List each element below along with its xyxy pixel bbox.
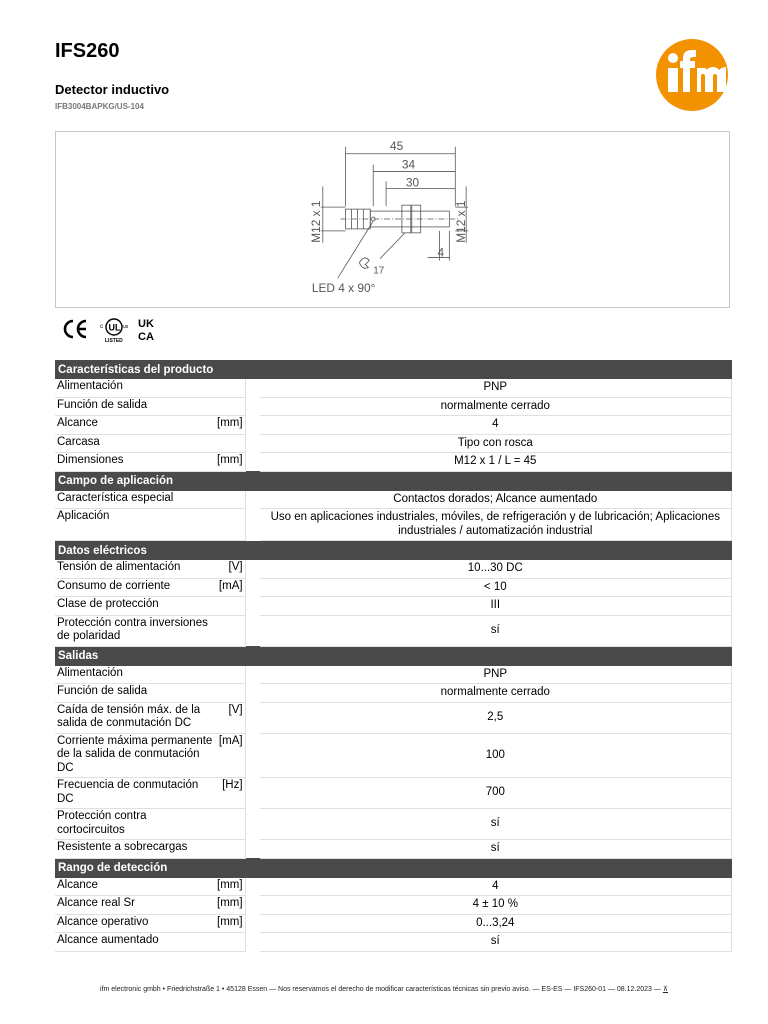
translate-icon: ⊼ bbox=[662, 986, 668, 993]
spec-value: Uso en aplicaciones industriales, móviles, de refrigeración y de lubricación; Aplicaciones industriales / automatización industrial bbox=[260, 509, 732, 541]
spec-label: Protección contra cortocircuitos bbox=[55, 809, 217, 840]
spec-row bbox=[55, 597, 732, 616]
spec-label: Alcance bbox=[55, 416, 217, 435]
spec-gap bbox=[245, 434, 260, 453]
spec-unit bbox=[217, 933, 245, 952]
spec-gap bbox=[245, 933, 260, 952]
spec-gap bbox=[245, 491, 260, 509]
spec-gap bbox=[245, 397, 260, 416]
spec-row bbox=[55, 560, 732, 578]
spec-row bbox=[55, 778, 732, 809]
spec-gap bbox=[245, 666, 260, 684]
led-note: LED 4 x 90° bbox=[311, 281, 376, 296]
spec-unit bbox=[217, 809, 245, 840]
spec-unit: [V] bbox=[217, 702, 245, 733]
spec-row bbox=[55, 840, 732, 859]
wrench-size: 17 bbox=[373, 265, 385, 277]
svg-text:us: us bbox=[123, 324, 129, 330]
spec-unit: [mm] bbox=[217, 416, 245, 435]
spec-label: Dimensiones bbox=[55, 453, 217, 472]
spec-label: Alimentación bbox=[55, 666, 217, 684]
spec-value: III bbox=[260, 597, 732, 616]
spec-gap bbox=[245, 702, 260, 733]
dim-thread-left: M12 x 1 bbox=[308, 200, 323, 243]
spec-value: 100 bbox=[260, 733, 732, 778]
spec-unit bbox=[217, 434, 245, 453]
spec-label: Aplicación bbox=[55, 509, 217, 541]
spec-unit: [Hz] bbox=[217, 778, 245, 809]
spec-unit: [V] bbox=[217, 560, 245, 578]
spec-label: Alimentación bbox=[55, 379, 217, 397]
footer-text: ifm electronic gmbh • Friedrichstraße 1 • 45128 Essen — Nos reservamos el derecho de modificar características técnicas sin previo aviso. — ES-ES — IFS260-01 — 08.12.2023 — bbox=[100, 986, 661, 993]
spec-unit bbox=[217, 615, 245, 646]
spec-row bbox=[55, 702, 732, 733]
spec-unit: [mm] bbox=[217, 914, 245, 933]
spec-value: sí bbox=[260, 933, 732, 952]
dim-4: 4 bbox=[437, 245, 445, 260]
spec-label: Función de salida bbox=[55, 684, 217, 703]
spec-gap bbox=[245, 840, 260, 859]
section-title: Datos eléctricos bbox=[55, 541, 732, 561]
spec-unit: [mm] bbox=[217, 878, 245, 896]
spec-value: 4 ± 10 % bbox=[260, 896, 732, 915]
spec-row bbox=[55, 733, 732, 778]
cul-us-listed-icon bbox=[100, 319, 129, 344]
ce-mark-icon bbox=[65, 321, 86, 337]
section-title: Campo de aplicación bbox=[55, 471, 732, 491]
spec-row bbox=[55, 684, 732, 703]
spec-label: Caída de tensión máx. de la salida de conmutación DC bbox=[55, 702, 217, 733]
spec-row bbox=[55, 896, 732, 915]
spec-gap bbox=[245, 560, 260, 578]
spec-value: 0...3,24 bbox=[260, 914, 732, 933]
spec-value: normalmente cerrado bbox=[260, 397, 732, 416]
page-footer bbox=[0, 985, 768, 993]
spec-gap bbox=[245, 615, 260, 646]
page-title: IFS260 bbox=[55, 40, 120, 62]
spec-label: Consumo de corriente bbox=[55, 578, 217, 597]
spec-gap bbox=[245, 509, 260, 541]
spec-gap bbox=[245, 878, 260, 896]
spec-label: Frecuencia de conmutación DC bbox=[55, 778, 217, 809]
spec-gap bbox=[245, 733, 260, 778]
spec-value: normalmente cerrado bbox=[260, 684, 732, 703]
spec-row bbox=[55, 509, 732, 541]
section-header bbox=[55, 471, 732, 491]
section-header bbox=[55, 360, 732, 379]
section-header bbox=[55, 646, 732, 666]
spec-unit bbox=[217, 509, 245, 541]
spec-unit bbox=[217, 840, 245, 859]
spec-value: < 10 bbox=[260, 578, 732, 597]
spec-row bbox=[55, 666, 732, 684]
spec-label: Alcance real Sr bbox=[55, 896, 217, 915]
spec-unit bbox=[217, 379, 245, 397]
spec-unit bbox=[217, 397, 245, 416]
spec-row bbox=[55, 933, 732, 952]
spec-gap bbox=[245, 896, 260, 915]
spec-label: Tensión de alimentación bbox=[55, 560, 217, 578]
spec-label: Corriente máxima permanente de la salida de conmutación DC bbox=[55, 733, 217, 778]
spec-row bbox=[55, 379, 732, 397]
spec-label: Carcasa bbox=[55, 434, 217, 453]
svg-text:LISTED: LISTED bbox=[105, 338, 123, 344]
spec-row bbox=[55, 491, 732, 509]
spec-label: Función de salida bbox=[55, 397, 217, 416]
spec-value: Tipo con rosca bbox=[260, 434, 732, 453]
spec-gap bbox=[245, 578, 260, 597]
spec-unit: [mA] bbox=[217, 578, 245, 597]
dimension-drawing bbox=[55, 131, 730, 308]
spec-value: 2,5 bbox=[260, 702, 732, 733]
spec-row bbox=[55, 453, 732, 472]
spec-value: sí bbox=[260, 615, 732, 646]
dim-45: 45 bbox=[390, 138, 404, 153]
section-title: Rango de detección bbox=[55, 858, 732, 878]
spec-unit: [mA] bbox=[217, 733, 245, 778]
spec-gap bbox=[245, 453, 260, 472]
spec-value: sí bbox=[260, 840, 732, 859]
dim-34: 34 bbox=[401, 157, 416, 172]
section-header bbox=[55, 541, 732, 561]
section-title: Características del producto bbox=[55, 360, 732, 379]
spec-label: Característica especial bbox=[55, 491, 217, 509]
specifications-table bbox=[55, 360, 732, 952]
spec-unit bbox=[217, 597, 245, 616]
spec-gap bbox=[245, 416, 260, 435]
spec-label: Resistente a sobrecargas bbox=[55, 840, 217, 859]
spec-row bbox=[55, 434, 732, 453]
spec-value: M12 x 1 / L = 45 bbox=[260, 453, 732, 472]
spec-label: Protección contra inversiones de polaridad bbox=[55, 615, 217, 646]
dim-thread-right: M12 x 1 bbox=[454, 200, 469, 243]
spec-row bbox=[55, 809, 732, 840]
spec-label: Clase de protección bbox=[55, 597, 217, 616]
spec-value: PNP bbox=[260, 666, 732, 684]
spec-label: Alcance bbox=[55, 878, 217, 896]
spec-gap bbox=[245, 778, 260, 809]
spec-gap bbox=[245, 914, 260, 933]
spec-unit: [mm] bbox=[217, 896, 245, 915]
certification-marks bbox=[60, 316, 170, 344]
spec-value: 4 bbox=[260, 878, 732, 896]
spec-row bbox=[55, 397, 732, 416]
spec-row bbox=[55, 615, 732, 646]
article-code: IFB3004BAPKG/US-104 bbox=[55, 102, 144, 111]
spec-gap bbox=[245, 684, 260, 703]
spec-value: Contactos dorados; Alcance aumentado bbox=[260, 491, 732, 509]
spec-gap bbox=[245, 379, 260, 397]
spec-unit bbox=[217, 666, 245, 684]
product-subtitle: Detector inductivo bbox=[55, 82, 170, 97]
section-header bbox=[55, 858, 732, 878]
spec-row bbox=[55, 914, 732, 933]
ukca-mark-icon bbox=[138, 318, 154, 343]
spec-value: PNP bbox=[260, 379, 732, 397]
spec-label: Alcance aumentado bbox=[55, 933, 217, 952]
spec-value: sí bbox=[260, 809, 732, 840]
svg-text:UK: UK bbox=[138, 318, 154, 330]
section-title: Salidas bbox=[55, 646, 732, 666]
spec-row bbox=[55, 878, 732, 896]
svg-text:CA: CA bbox=[138, 331, 154, 343]
spec-gap bbox=[245, 597, 260, 616]
spec-unit bbox=[217, 491, 245, 509]
spec-row bbox=[55, 578, 732, 597]
svg-text:UL: UL bbox=[108, 322, 121, 333]
spec-value: 10...30 DC bbox=[260, 560, 732, 578]
spec-unit: [mm] bbox=[217, 453, 245, 472]
wrench-icon bbox=[359, 258, 369, 268]
svg-text:c: c bbox=[100, 324, 103, 330]
spec-value: 700 bbox=[260, 778, 732, 809]
spec-gap bbox=[245, 809, 260, 840]
dim-30: 30 bbox=[405, 175, 420, 190]
spec-row bbox=[55, 416, 732, 435]
spec-unit bbox=[217, 684, 245, 703]
spec-label: Alcance operativo bbox=[55, 914, 217, 933]
spec-value: 4 bbox=[260, 416, 732, 435]
ifm-logo bbox=[655, 38, 729, 112]
